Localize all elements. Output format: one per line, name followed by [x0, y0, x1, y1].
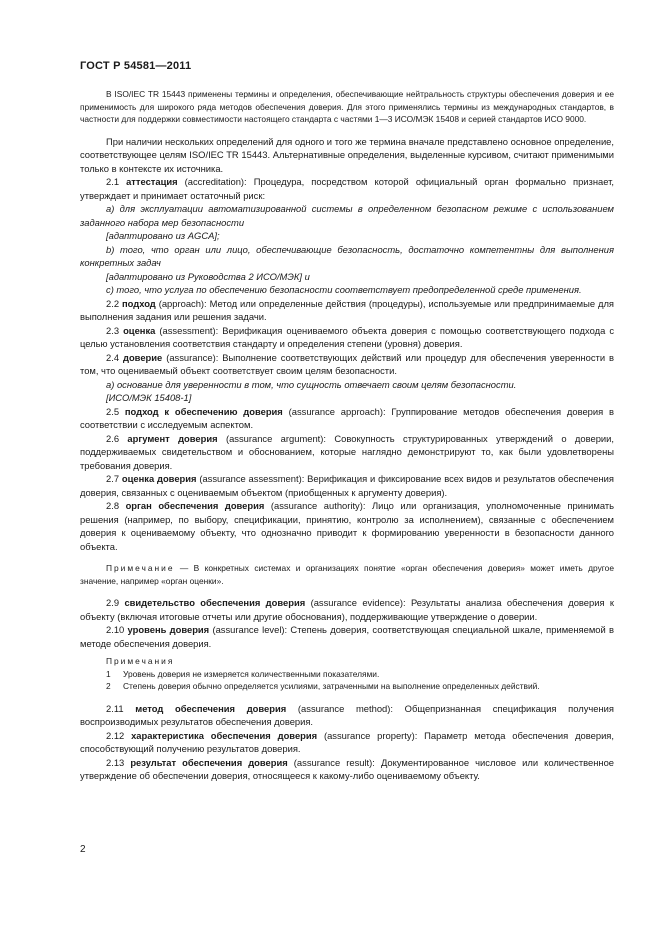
term-title: свидетельство обеспечения доверия	[124, 597, 306, 608]
note-item	[80, 668, 614, 681]
intro-paragraph	[80, 88, 614, 126]
term-number: 2.3	[106, 324, 120, 336]
term-definition: (assurance result): Документированное числовое или количественное утверждение об обеспечении доверия, относящееся к какому-либо оцениваемому объекту.	[80, 756, 614, 781]
document-body	[80, 88, 614, 783]
term-definition: (assurance assessment): Верификация и фиксирование всех видов и результатов обеспечения доверия, связанных с оцениваемым объектом (приобщенных к аргументу доверия).	[80, 473, 614, 498]
note-item	[80, 680, 614, 693]
term-title: результат обеспечения доверия	[130, 756, 288, 768]
term-definition: (accreditation): Процедура, посредством которой официальный орган формально признает, утверждает и принимает остаточный риск:	[80, 176, 614, 201]
term-2-1-item-a: а) для эксплуатации автоматизированной системы в определенном безопасном режиме с использованием заданного набора мер безопасности	[80, 203, 614, 228]
term-number: 2.8	[106, 500, 120, 511]
term-number: 2.13	[106, 756, 125, 768]
term-2-5	[80, 405, 614, 432]
term-title: доверие	[123, 351, 163, 363]
term-2-9	[80, 596, 614, 623]
note-text: Уровень доверия не измеряется количественными показателями.	[123, 668, 380, 679]
term-2-1-source-a: [адаптировано из AGCA];	[106, 230, 220, 241]
term-2-4-source-a: [ИСО/МЭК 15408-1]	[106, 392, 192, 403]
term-2-1	[80, 175, 614, 202]
term-number: 2.12	[106, 729, 125, 741]
note-text: Степень доверия обычно определяется усилиями, затраченными на выполнение определенных действий.	[123, 681, 540, 691]
intro-text: В ISO/IEC TR 15443 применены термины и определения, обеспечивающие нейтральность структуры обеспечения доверия и ее применимость для широкого ряда методов обеспечения доверия. Для этого применялись термины из международных стандартов, в частности для поддержки совместимости настоящего стандарта с частями 1—3 ИСО/МЭК 15408 и серией стандартов ИСО 9000.	[80, 89, 614, 124]
term-number: 2.10	[106, 624, 125, 635]
term-number: 2.4	[106, 351, 120, 363]
term-definition: (assessment): Верификация оцениваемого объекта доверия с помощью соответствующего подхода с целью установления соответствия стандарту и определения степени (уровня) доверия.	[80, 324, 615, 349]
term-definition: (assurance argument): Совокупность структурированных утверждений о доверии, поддерживаемых свидетельством и обоснованием, которые наглядно демонстрируют то, как были удовлетворены требования доверия.	[80, 432, 614, 471]
term-2-8	[80, 499, 614, 553]
term-title: подход	[122, 297, 156, 309]
term-title: метод обеспечения доверия	[135, 702, 287, 714]
term-2-8-note	[80, 562, 614, 587]
term-2-1-item-c: с) того, что услуга по обеспечению безопасности соответствует предопределенной среде применения.	[106, 284, 582, 295]
term-definition: (assurance level): Степень доверия, соответствующая специальной шкале, применяемой в методе обеспечения доверия.	[80, 624, 614, 649]
term-2-2	[80, 297, 614, 324]
term-number: 2.11	[106, 702, 124, 714]
term-title: оценка	[123, 324, 156, 336]
term-number: 2.6	[106, 432, 120, 444]
term-number: 2.1	[106, 176, 120, 187]
term-definition: (assurance method): Общепризнанная спецификация получения воспроизводимых результатов обеспечения доверия.	[80, 702, 614, 727]
standard-header: ГОСТ Р 54581—2011	[80, 60, 192, 72]
term-number: 2.9	[106, 597, 120, 608]
term-2-6	[80, 432, 614, 473]
term-title: уровень доверия	[127, 624, 210, 635]
term-2-3	[80, 324, 614, 351]
term-definition: (assurance evidence): Результаты анализа обеспечения доверия к объекту (включая итоговые отчеты или другие обоснования), поддерживающие утверждение о доверии.	[80, 597, 615, 622]
term-2-4	[80, 351, 614, 378]
term-definition: (assurance): Выполнение соответствующих действий или процедур для обеспечения уверенности в том, что оцениваемый объект соответствует своим целям безопасности.	[80, 351, 615, 376]
term-definition: (assurance approach): Группирование методов обеспечения доверия в соответствии с исследуемым аспектом.	[80, 405, 614, 430]
note-text: — В конкретных системах и организациях понятие «орган обеспечения доверия» может иметь другое значение, например «орган оценки».	[80, 563, 614, 586]
term-2-1-source-b: [адаптировано из Руководства 2 ИСО/МЭК] и	[106, 270, 310, 282]
term-2-10	[80, 623, 614, 650]
term-2-7	[80, 472, 614, 499]
term-title: орган обеспечения доверия	[125, 500, 265, 511]
term-title: характеристика обеспечения доверия	[131, 729, 318, 741]
term-2-1-item-b: b) того, что орган или лицо, обеспечивающие безопасность, достаточно компетентны для выполнения конкретных задач	[80, 243, 614, 268]
term-number: 2.7	[106, 473, 120, 484]
term-title: аттестация	[126, 176, 178, 187]
term-number: 2.2	[106, 297, 120, 309]
term-definition: (assurance authority): Лицо или организация, уполномоченные принимать решения (например, по выбору, спецификации, принятию, контролю за исполнением), связанные с обеспечением доверия к оцениваемому объекту, что однозначно приводит к формированию уверенности в безопасности данного объекта.	[80, 500, 615, 552]
term-title: подход к обеспечению доверия	[124, 405, 283, 417]
term-definition: (approach): Метод или определенные действия (процедуры), используемые или предпринимаемые для выполнения задания или решения задачи.	[80, 297, 615, 322]
term-title: оценка доверия	[121, 473, 197, 484]
term-title: аргумент доверия	[127, 432, 218, 444]
term-number: 2.5	[106, 405, 120, 417]
term-definition: (assurance property): Параметр метода обеспечения доверия, способствующий получению результатов доверия.	[80, 729, 614, 754]
term-2-11	[80, 702, 614, 729]
notes-label: Примечания	[106, 656, 175, 666]
term-2-13	[80, 756, 614, 783]
note-number: 1	[106, 668, 111, 679]
note-number: 2	[106, 681, 111, 691]
term-2-12	[80, 729, 614, 756]
page-number: 2	[80, 844, 86, 855]
intro-paragraph-2: При наличии нескольких определений для одного и того же термина вначале представлено основное определение, соответствующее целям ISO/IEC TR 15443. Альтернативные определения, выделенные курсивом, считают применимыми только в контексте их источника.	[80, 135, 614, 174]
note-label: Примечание	[106, 563, 175, 573]
term-2-4-item-a: а) основание для уверенности в том, что сущность отвечает своим целям безопасности.	[106, 378, 517, 390]
